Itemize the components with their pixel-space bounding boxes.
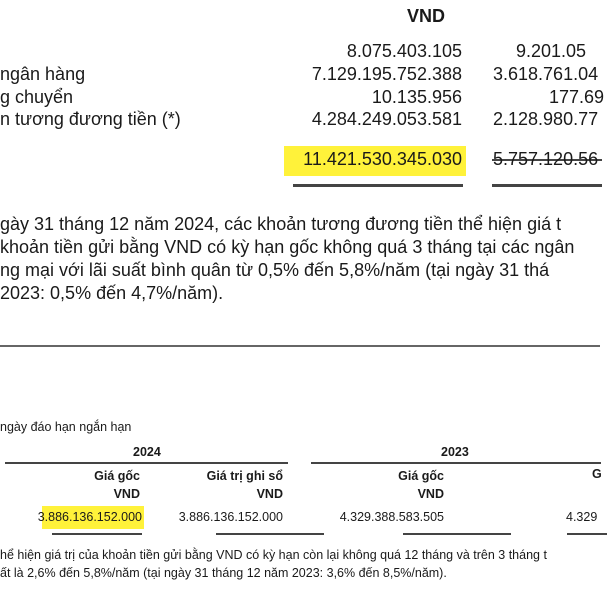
total-rule — [216, 533, 324, 535]
note-line: hể hiện giá trị của khoản tiền gửi bằng VND có kỳ hạn còn lại không quá 12 tháng và trên 3 tháng t — [0, 548, 547, 562]
row-label: g chuyển — [0, 87, 74, 107]
col-header-cost-2024 — [94, 467, 140, 503]
col-header-cost-2023 — [398, 467, 444, 503]
header-rule — [311, 462, 601, 464]
col-header-book-2023: G — [592, 467, 602, 481]
cell-current: 10.135.956 — [371, 87, 462, 107]
header-rule — [5, 462, 288, 464]
cell-prior: 3.618.761.04 — [493, 64, 599, 84]
year-2024: 2024 — [133, 445, 161, 459]
total-rule — [403, 533, 511, 535]
cell-current: 7.129.195.752.388 — [311, 64, 462, 84]
unit-label: VND — [256, 487, 283, 501]
total-rule — [567, 533, 607, 535]
cell-prior: 177.69 — [549, 87, 605, 107]
cell-prior: 9.201.05 — [516, 41, 587, 61]
row-label: ngân hàng — [0, 64, 86, 84]
cell-current: 4.284.249.053.581 — [311, 109, 462, 129]
unit-label: VND — [417, 487, 444, 501]
paragraph-line: khoản tiền gửi bằng VND có kỳ hạn gốc không quá 3 tháng tại các ngân — [0, 237, 575, 257]
cell-prior: 2.128.980.77 — [493, 109, 599, 129]
col-label: Giá trị ghi sổ — [206, 469, 283, 483]
total-prior: 5.757.120.56 — [493, 149, 599, 169]
row-label: n tương đương tiền (*) — [0, 109, 181, 129]
value-cost-2024: 3.886.136.152.000 — [37, 510, 142, 524]
section-title: ngày đáo hạn ngắn hạn — [0, 420, 132, 434]
total-rule — [52, 533, 142, 535]
value-book-2023: 4.329 — [566, 510, 598, 524]
page-separator — [0, 345, 600, 347]
total-double-rule — [492, 184, 602, 187]
year-2023: 2023 — [441, 445, 469, 459]
col-header-book-2024 — [207, 467, 283, 503]
currency-header: VND — [407, 6, 446, 26]
unit-label: VND — [113, 487, 140, 501]
note-line: ất là 2,6% đến 5,8%/năm (tại ngày 31 tháng 12 năm 2023: 3,6% đến 8,5%/năm). — [0, 566, 447, 580]
cell-current: 8.075.403.105 — [346, 41, 462, 61]
col-label: Giá gốc — [94, 469, 140, 483]
paragraph-line: 2023: 0,5% đến 4,7%/năm). — [0, 283, 224, 303]
value-book-2024: 3.886.136.152.000 — [178, 510, 283, 524]
col-label: Giá gốc — [398, 469, 444, 483]
paragraph-line: ng mại với lãi suất bình quân từ 0,5% đến 5,8%/năm (tại ngày 31 thá — [0, 260, 550, 280]
total-double-rule — [293, 184, 463, 187]
paragraph-line: gày 31 tháng 12 năm 2024, các khoản tương đương tiền thể hiện giá t — [0, 214, 562, 234]
total-current: 11.421.530.345.030 — [303, 149, 462, 169]
value-cost-2023: 4.329.388.583.505 — [339, 510, 444, 524]
